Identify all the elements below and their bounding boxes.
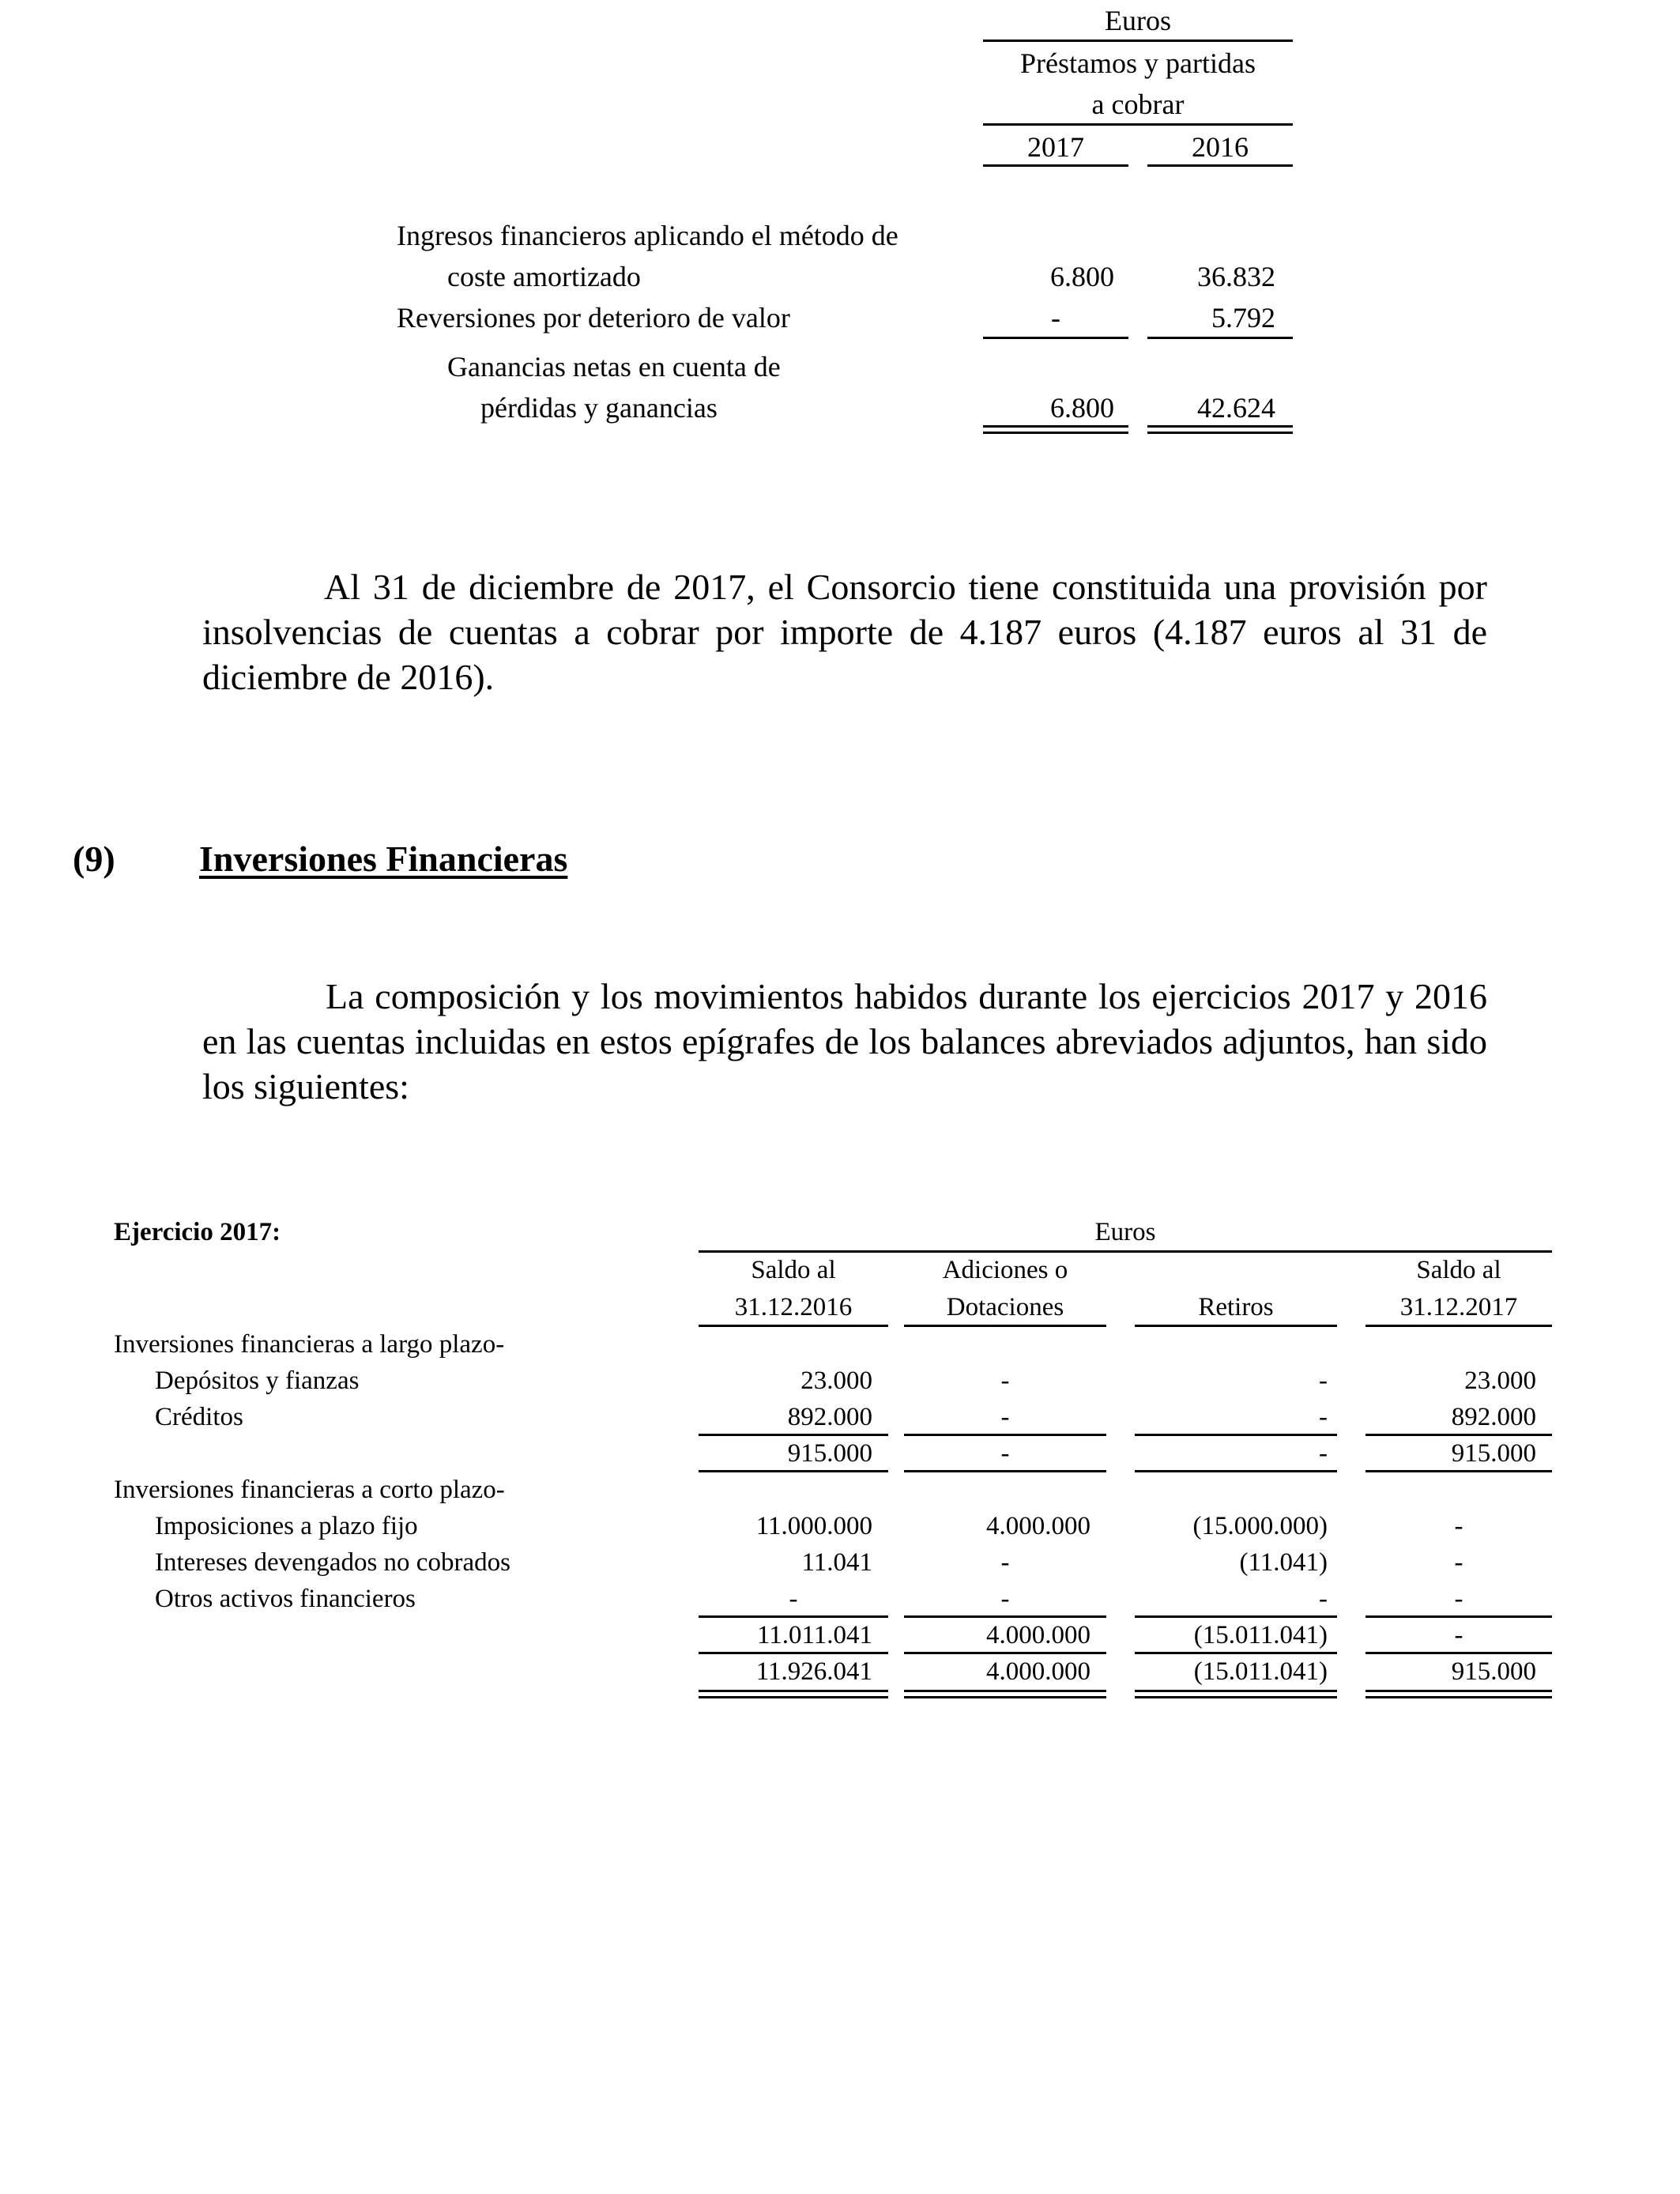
table1-currency-header: Euros xyxy=(1105,5,1171,36)
table1-row2-label: Reversiones por deterioro de valor xyxy=(397,302,790,334)
table2-col1-line1: Saldo al xyxy=(751,1256,836,1284)
table1-subtotal-rule-2017 xyxy=(983,337,1128,339)
table1-row3-label-line2: pérdidas y ganancias xyxy=(480,392,718,424)
table2-row-otros-label: Otros activos financieros xyxy=(155,1585,416,1613)
table2-long-term-header: Inversiones financieras a largo plazo- xyxy=(114,1330,505,1359)
table2-grand-total-col2: 4.000.000 xyxy=(986,1657,1090,1686)
table2-row-intereses-col3: (11.041) xyxy=(1239,1548,1328,1577)
table1-year-rule-2016 xyxy=(1147,164,1293,167)
table2-lt-total-rule-col4 xyxy=(1365,1470,1552,1472)
table1-subtotal-rule-2016 xyxy=(1147,337,1293,339)
table2-row-imposiciones-col2: 4.000.000 xyxy=(986,1512,1090,1540)
table2-row-creditos-col1: 892.000 xyxy=(787,1403,872,1431)
table2-row-otros-col4: - xyxy=(1454,1585,1463,1613)
table1-year-2016: 2016 xyxy=(1192,131,1249,163)
table2-lt-total-col2: - xyxy=(1000,1439,1010,1468)
table2-col2-line1: Adiciones o xyxy=(942,1256,1068,1284)
table2-col3-line2: Retiros xyxy=(1198,1293,1274,1321)
table2-grand-total-double-rule-col1 xyxy=(699,1690,888,1698)
table2-row-depositos-col3: - xyxy=(1319,1367,1328,1395)
table1-category-line1: Préstamos y partidas xyxy=(1020,47,1256,79)
table2-col1-line2: 31.12.2016 xyxy=(734,1293,853,1321)
table1-total-double-rule-2017 xyxy=(983,425,1128,434)
table2-grand-total-col1: 11.926.041 xyxy=(755,1657,872,1686)
table2-header-rule-col2 xyxy=(904,1325,1106,1327)
table2-col2-line2: Dotaciones xyxy=(946,1293,1064,1321)
table1-row2-2016: 5.792 xyxy=(1211,302,1275,334)
table2-lt-total-col1: 915.000 xyxy=(787,1439,872,1468)
table2-header-rule-col4 xyxy=(1365,1325,1552,1327)
paragraph-provision: Al 31 de diciembre de 2017, el Consorcio tiene constituida una provisión por insolvencias de cuentas a cobrar por importe de 4.187 euros (4.187 euros al 31 de diciembre de 2016). xyxy=(202,567,1487,697)
table2-row-creditos-col2: - xyxy=(1000,1403,1010,1431)
table2-st-total-col4: - xyxy=(1454,1621,1463,1649)
paragraph-composition: La composición y los movimientos habidos durante los ejercicios 2017 y 2016 en las cuentas incluidas en estos epígrafes de los balances abreviados adjuntos, han sido los siguientes: xyxy=(202,976,1487,1106)
table2-row-depositos-col4: 23.000 xyxy=(1464,1367,1536,1395)
table2-row-imposiciones-col3: (15.000.000) xyxy=(1192,1512,1328,1540)
table1-category-rule xyxy=(983,123,1293,126)
table1-row1-2016: 36.832 xyxy=(1197,261,1275,292)
table2-lt-total-col4: 915.000 xyxy=(1451,1439,1536,1468)
table2-row-otros-col2: - xyxy=(1000,1585,1010,1613)
table2-col4-line2: 31.12.2017 xyxy=(1399,1293,1518,1321)
table2-grand-total-double-rule-col4 xyxy=(1365,1690,1552,1698)
table2-row-imposiciones-label: Imposiciones a plazo fijo xyxy=(155,1512,418,1540)
table2-row-imposiciones-col4: - xyxy=(1454,1512,1463,1540)
table2-grand-total-double-rule-col2 xyxy=(904,1690,1106,1698)
table2-row-intereses-label: Intereses devengados no cobrados xyxy=(155,1548,510,1577)
table2-col4-line1: Saldo al xyxy=(1416,1256,1501,1284)
table2-currency-header: Euros xyxy=(1094,1218,1156,1246)
table2-st-total-col3: (15.011.041) xyxy=(1193,1621,1328,1649)
table1-row2-2017: - xyxy=(1051,302,1060,334)
table1-row3-2017: 6.800 xyxy=(1050,392,1114,424)
table2-row-creditos-col4: 892.000 xyxy=(1451,1403,1536,1431)
table1-row1-label-line1: Ingresos financieros aplicando el método de xyxy=(397,220,898,251)
table2-row-imposiciones-col1: 11.000.000 xyxy=(755,1512,872,1540)
table2-row-intereses-col1: 11.041 xyxy=(801,1548,872,1577)
table1-row1-label-line2: coste amortizado xyxy=(447,261,641,292)
table2-row-depositos-col1: 23.000 xyxy=(800,1367,872,1395)
table1-category-line2: a cobrar xyxy=(1091,89,1185,120)
table1-header-rule xyxy=(983,40,1293,42)
table2-st-total-col1: 11.011.041 xyxy=(756,1621,872,1649)
table2-row-otros-col3: - xyxy=(1319,1585,1328,1613)
table1-total-double-rule-2016 xyxy=(1147,425,1293,434)
table2-grand-total-double-rule-col3 xyxy=(1135,1690,1337,1698)
table2-row-intereses-col2: - xyxy=(1000,1548,1010,1577)
table2-row-depositos-label: Depósitos y fianzas xyxy=(155,1367,360,1395)
section-number: (9) xyxy=(73,839,115,879)
table2-row-depositos-col2: - xyxy=(1000,1367,1010,1395)
table1-row3-label-line1: Ganancias netas en cuenta de xyxy=(447,351,781,383)
table2-short-term-header: Inversiones financieras a corto plazo- xyxy=(114,1476,505,1504)
table2-row-intereses-col4: - xyxy=(1454,1548,1463,1577)
table2-exercise-label: Ejercicio 2017: xyxy=(114,1218,281,1246)
section-title: Inversiones Financieras xyxy=(199,839,568,879)
table2-lt-total-rule-col2 xyxy=(904,1470,1106,1472)
table2-lt-total-col3: - xyxy=(1319,1439,1328,1468)
table2-grand-total-col3: (15.011.041) xyxy=(1193,1657,1328,1686)
table2-header-rule-col1 xyxy=(699,1325,888,1327)
table1-year-rule-2017 xyxy=(983,164,1128,167)
table2-header-rule-col3 xyxy=(1135,1325,1337,1327)
table2-lt-total-rule-col1 xyxy=(699,1470,888,1472)
table2-lt-total-rule-col3 xyxy=(1135,1470,1337,1472)
table1-row3-2016: 42.624 xyxy=(1197,392,1275,424)
table2-row-otros-col1: - xyxy=(789,1585,798,1613)
table2-row-creditos-col3: - xyxy=(1319,1403,1328,1431)
table2-grand-total-col4: 915.000 xyxy=(1451,1657,1536,1686)
table1-year-2017: 2017 xyxy=(1027,131,1084,163)
table2-row-creditos-label: Créditos xyxy=(155,1403,243,1431)
table1-row1-2017: 6.800 xyxy=(1050,261,1114,292)
table2-st-total-col2: 4.000.000 xyxy=(986,1621,1090,1649)
